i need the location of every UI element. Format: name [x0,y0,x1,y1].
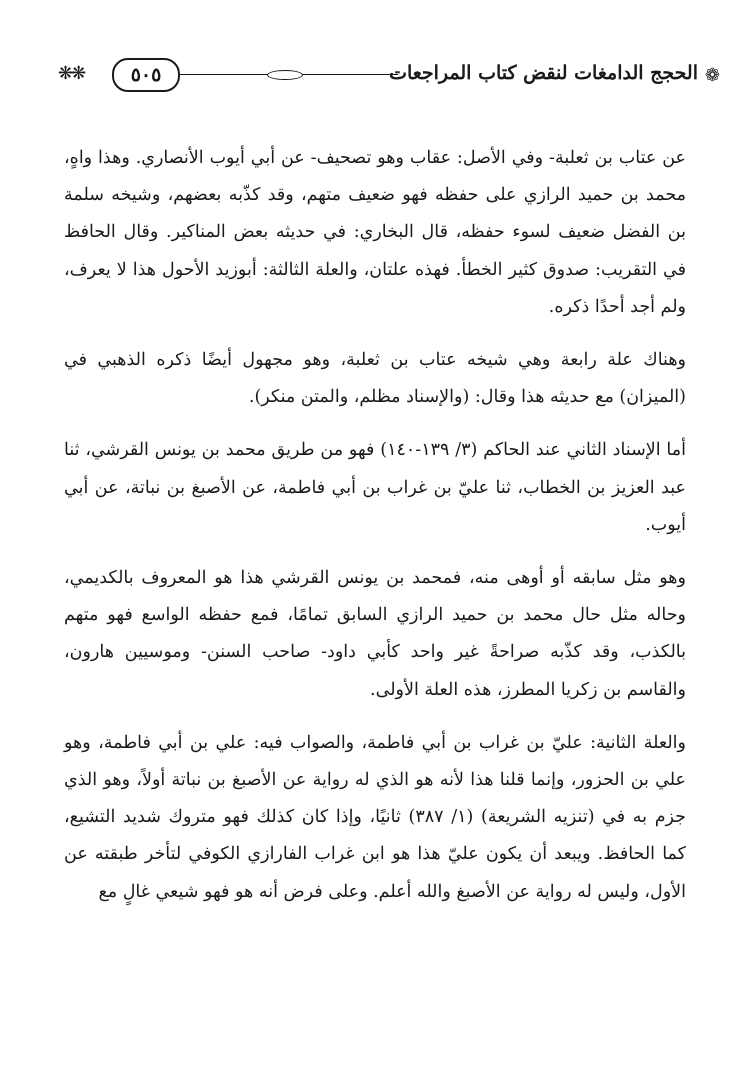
paragraph: والعلة الثانية: عليّ بن غراب بن أبي فاطمة، والصواب فيه: علي بن أبي فاطمة، وهو علي بن الحزور، وإنما قلنا هذا لأنه هو الذي له رواية عن الأصبغ بن نباتة أولاً، وهو الذي جزم به في (تنزيه الشريعة) (١/ ٣٨٧) ثانيًا، وإذا كان كذلك فهو متروك شديد التشيع، كما الحافظ. ويبعد أن يكون عليّ هذا هو ابن غراب الفارازي الكوفي لتأخر طبقته عن الأول، وليس له رواية عن الأصبغ والله أعلم. وعلى فرض أنه هو فهو شيعي غالٍ مع [64,732,687,902]
book-title: الحجج الدامغات لنقض كتاب المراجعات [389,62,698,84]
header-ornament-right: ❁ [704,65,720,86]
paragraph: وهو مثل سابقه أو أوهى منه، فمحمد بن يونس القرشي هذا هو المعروف بالكديمي، وحاله مثل حال محمد بن حميد الرازي السابق تمامًا، فمع حفظه الواسع فهو متهم بالكذب، وقد كذّبه صراحةً غير واحد كأبي داود- صاحب السنن- وموسيين هارون، والقاسم بن زكريا المطرز، هذه العلة الأولى. [64,568,686,700]
page-number: ٥٠٥ [112,58,180,92]
header-ornament-left: ❋❋ [58,63,85,84]
running-header [52,56,720,96]
paragraph: عن عتاب بن ثعلبة- وفي الأصل: عقاب وهو تصحيف- عن أبي أيوب الأنصاري. وهذا واهٍ، محمد بن حميد الرازي على حفظه فهو ضعيف متهم، وقد كذّبه بعضهم، وشيخه سلمة بن الفضل ضعيف لسوء حفظه، قال البخاري: في حديثه بعض المناكير. وقال الحافظ في التقريب: صدوق كثير الخطأ. فهذه علتان، والعلة الثالثة: أبوزيد الأحول هذا لا يعرف، ولم أجد أحدًا ذكره. [64,148,686,317]
paragraph: أما الإسناد الثاني عند الحاكم (٣/ ١٣٩-١٤٠) فهو من طريق محمد بن يونس القرشي، ثنا عبد العزيز بن الخطاب، ثنا عليّ بن غراب بن أبي فاطمة، عن الأصبغ بن نباتة، عن أبي أيوب. [64,440,687,535]
paragraph: وهناك علة رابعة وهي شيخه عتاب بن ثعلبة، وهو مجهول أيضًا ذكره الذهبي في (الميزان) مع حديثه هذا وقال: (والإسناد مظلم، والمتن منكر). [64,350,686,408]
page-body [64,140,686,927]
header-divider [180,74,398,75]
